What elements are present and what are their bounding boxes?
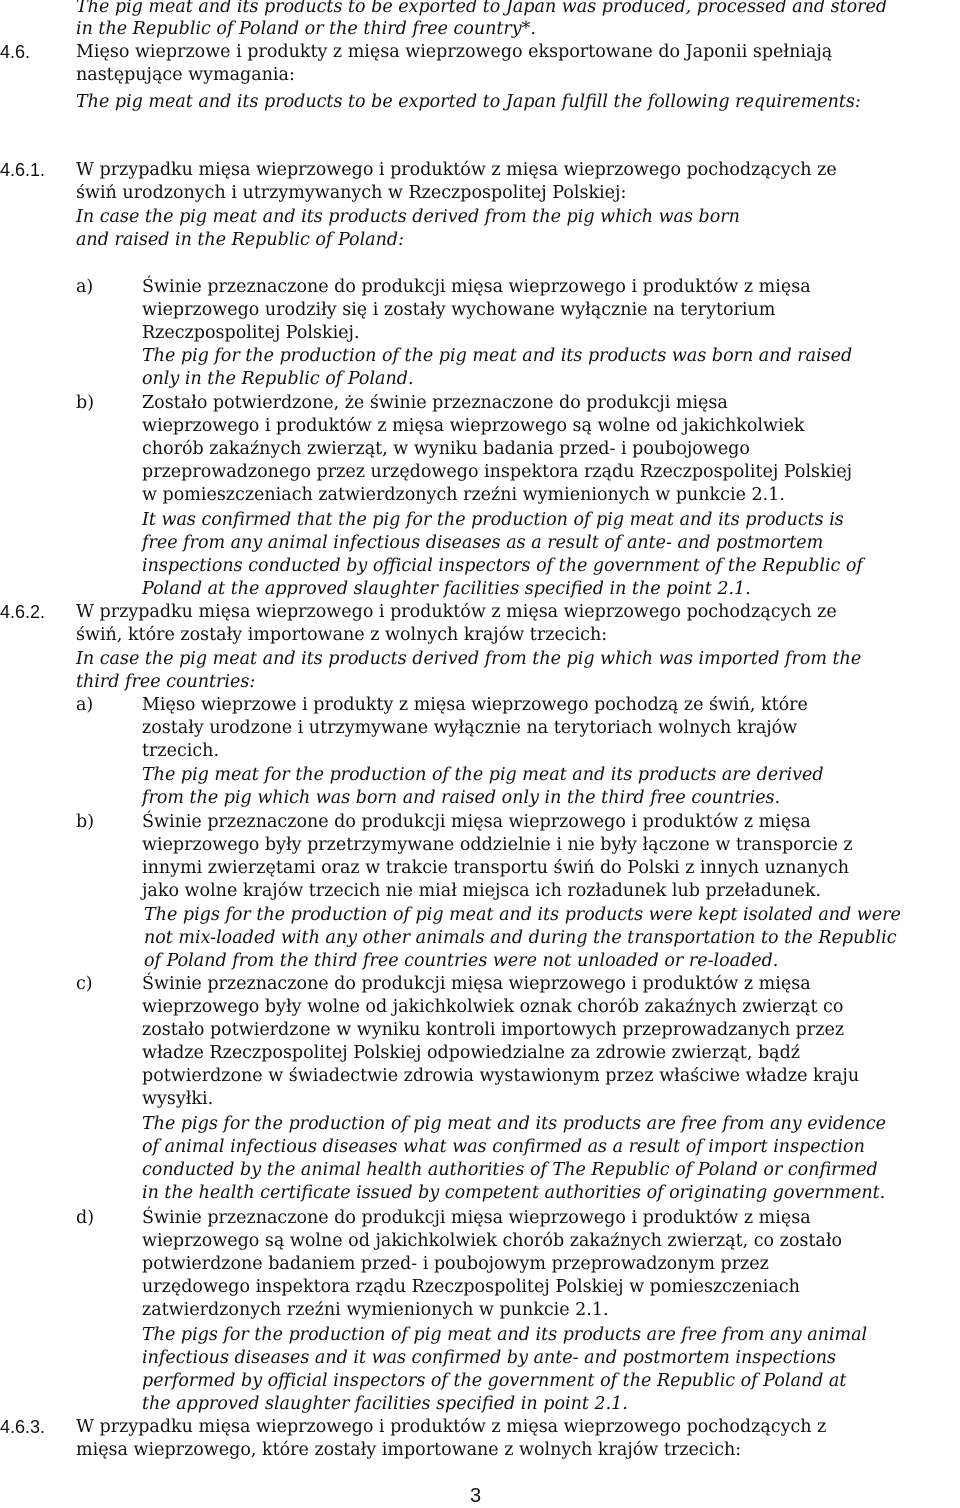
item-en-line: of animal infectious diseases what was confirmed as a result of import inspection <box>142 1137 865 1157</box>
section-4-6-2-number: 4.6.2. <box>0 602 46 622</box>
item-pl-line: jako wolne krajów trzecich nie miał miejsca ich rozładunek lub przeładunek. <box>142 881 822 901</box>
intro-en-line: The pig meat and its products to be exported to Japan was produced, processed and stored <box>76 0 888 17</box>
section-4-6-number: 4.6. <box>0 42 31 62</box>
item-pl-line: wieprzowego były wolne od jakichkolwiek oznak chorób zakaźnych zwierząt co <box>142 997 844 1017</box>
section-4-6-pl-line: następujące wymagania: <box>76 65 295 85</box>
section-4-6-2-en-line: In case the pig meat and its products derived from the pig which was imported from the <box>76 649 862 669</box>
item-en-line: Poland at the approved slaughter facilities specified in the point 2.1. <box>142 579 751 599</box>
item-pl-line: Rzeczpospolitej Polskiej. <box>142 323 360 343</box>
item-pl-line: chorób zakaźnych zwierząt, w wyniku badania przed- i poubojowego <box>142 439 750 459</box>
item-en-line: not mix-loaded with any other animals and during the transportation to the Republic <box>144 928 897 948</box>
item-en-line: The pigs for the production of pig meat and its products were kept isolated and were <box>144 905 901 925</box>
item-en-line: infectious diseases and it was confirmed by ante- and postmortem inspections <box>142 1348 837 1368</box>
item-en-line: The pig for the production of the pig meat and its products was born and raised <box>142 346 853 366</box>
item-en-line: inspections conducted by official inspectors of the government of the Republic of <box>142 556 863 576</box>
section-4-6-3-pl-line: W przypadku mięsa wieprzowego i produktów z mięsa wieprzowego pochodzących z <box>76 1417 827 1437</box>
item-pl-line: Świnie przeznaczone do produkcji mięsa wieprzowego i produktów z mięsa <box>142 1208 811 1228</box>
item-pl-line: zostało potwierdzone w wyniku kontroli importowych przeprowadzanych przez <box>142 1020 845 1040</box>
item-pl-line: zostały urodzone i utrzymywane wyłącznie na terytoriach wolnych krajów <box>142 718 798 738</box>
item-pl-line: potwierdzone w świadectwie zdrowia wystawionym przez właściwe władze kraju <box>142 1066 860 1086</box>
section-4-6-2-pl-line: świń, które zostały importowane z wolnych krajów trzecich: <box>76 625 608 645</box>
item-en-line: of Poland from the third free countries were not unloaded or re-loaded. <box>144 951 779 971</box>
item-pl-line: wysyłki. <box>142 1089 214 1109</box>
section-4-6-en-line: The pig meat and its products to be exported to Japan fulfill the following requirements: <box>76 92 861 112</box>
item-pl-line: wieprzowego i produktów z mięsa wieprzowego są wolne od jakichkolwiek <box>142 416 805 436</box>
item-en-line: The pigs for the production of pig meat and its products are free from any animal <box>142 1325 868 1345</box>
section-4-6-1-pl-line: W przypadku mięsa wieprzowego i produktów z mięsa wieprzowego pochodzących ze <box>76 160 837 180</box>
item-label: c) <box>76 974 93 994</box>
item-label: b) <box>76 393 95 413</box>
item-pl-line: wieprzowego są wolne od jakichkolwiek chorób zakaźnych zwierząt, co zostało <box>142 1231 843 1251</box>
section-4-6-1-number: 4.6.1. <box>0 160 46 180</box>
item-en-line: only in the Republic of Poland. <box>142 369 414 389</box>
item-en-line: in the health certificate issued by competent authorities of originating government. <box>142 1183 886 1203</box>
item-pl-line: trzecich. <box>142 741 220 761</box>
item-label: d) <box>76 1208 95 1228</box>
item-label: b) <box>76 812 95 832</box>
intro-en-line: in the Republic of Poland or the third free country*. <box>76 19 536 39</box>
item-en-line: The pig meat for the production of the pig meat and its products are derived <box>142 765 824 785</box>
item-pl-line: w pomieszczeniach zatwierdzonych rzeźni wymienionych w punkcie 2.1. <box>142 485 785 505</box>
item-en-line: the approved slaughter facilities specified in point 2.1. <box>142 1394 628 1414</box>
item-pl-line: Świnie przeznaczone do produkcji mięsa wieprzowego i produktów z mięsa <box>142 974 811 994</box>
item-en-line: performed by official inspectors of the government of the Republic of Poland at <box>142 1371 847 1391</box>
item-en-line: conducted by the animal health authorities of The Republic of Poland or confirmed <box>142 1160 878 1180</box>
item-pl-line: Mięso wieprzowe i produkty z mięsa wieprzowego pochodzą ze świń, które <box>142 695 808 715</box>
section-4-6-2-en-line: third free countries: <box>76 672 256 692</box>
item-pl-line: wieprzowego były przetrzymywane oddzielnie i nie były łączone w transporcie z <box>142 835 853 855</box>
item-pl-line: przeprowadzonego przez urzędowego inspektora rządu Rzeczpospolitej Polskiej <box>142 462 853 482</box>
item-label: a) <box>76 277 94 297</box>
item-pl-line: potwierdzone badaniem przed- i poubojowym przeprowadzonym przez <box>142 1254 769 1274</box>
section-4-6-3-number: 4.6.3. <box>0 1417 46 1437</box>
page-number: 3 <box>470 1485 482 1507</box>
section-4-6-1-pl-line: świń urodzonych i utrzymywanych w Rzeczpospolitej Polskiej: <box>76 183 627 203</box>
section-4-6-3-pl-line: mięsa wieprzowego, które zostały importowane z wolnych krajów trzecich: <box>76 1440 742 1460</box>
section-4-6-1-en-line: and raised in the Republic of Poland: <box>76 230 404 250</box>
item-en-line: The pigs for the production of pig meat and its products are free from any evidence <box>142 1114 887 1134</box>
section-4-6-1-en-line: In case the pig meat and its products derived from the pig which was born <box>76 207 740 227</box>
item-en-line: It was confirmed that the pig for the production of pig meat and its products is <box>142 510 844 530</box>
item-pl-line: Świnie przeznaczone do produkcji mięsa wieprzowego i produktów z mięsa <box>142 812 811 832</box>
item-label: a) <box>76 695 94 715</box>
item-pl-line: urzędowego inspektora rządu Rzeczpospolitej Polskiej w pomieszczeniach <box>142 1277 800 1297</box>
item-pl-line: Zostało potwierdzone, że świnie przeznaczone do produkcji mięsa <box>142 393 728 413</box>
item-pl-line: innymi zwierzętami oraz w trakcie transportu świń do Polski z innych uznanych <box>142 858 850 878</box>
item-pl-line: zatwierdzonych rzeźni wymienionych w punkcie 2.1. <box>142 1300 609 1320</box>
section-4-6-2-pl-line: W przypadku mięsa wieprzowego i produktów z mięsa wieprzowego pochodzących ze <box>76 602 837 622</box>
item-pl-line: wieprzowego urodziły się i zostały wychowane wyłącznie na terytorium <box>142 300 776 320</box>
item-pl-line: władze Rzeczpospolitej Polskiej odpowiedzialne za zdrowie zwierząt, bądź <box>142 1043 801 1063</box>
item-en-line: free from any animal infectious diseases as a result of ante- and postmortem <box>142 533 824 553</box>
section-4-6-pl-line: Mięso wieprzowe i produkty z mięsa wieprzowego eksportowane do Japonii spełniają <box>76 42 833 62</box>
item-en-line: from the pig which was born and raised only in the third free countries. <box>142 788 781 808</box>
item-pl-line: Świnie przeznaczone do produkcji mięsa wieprzowego i produktów z mięsa <box>142 277 811 297</box>
